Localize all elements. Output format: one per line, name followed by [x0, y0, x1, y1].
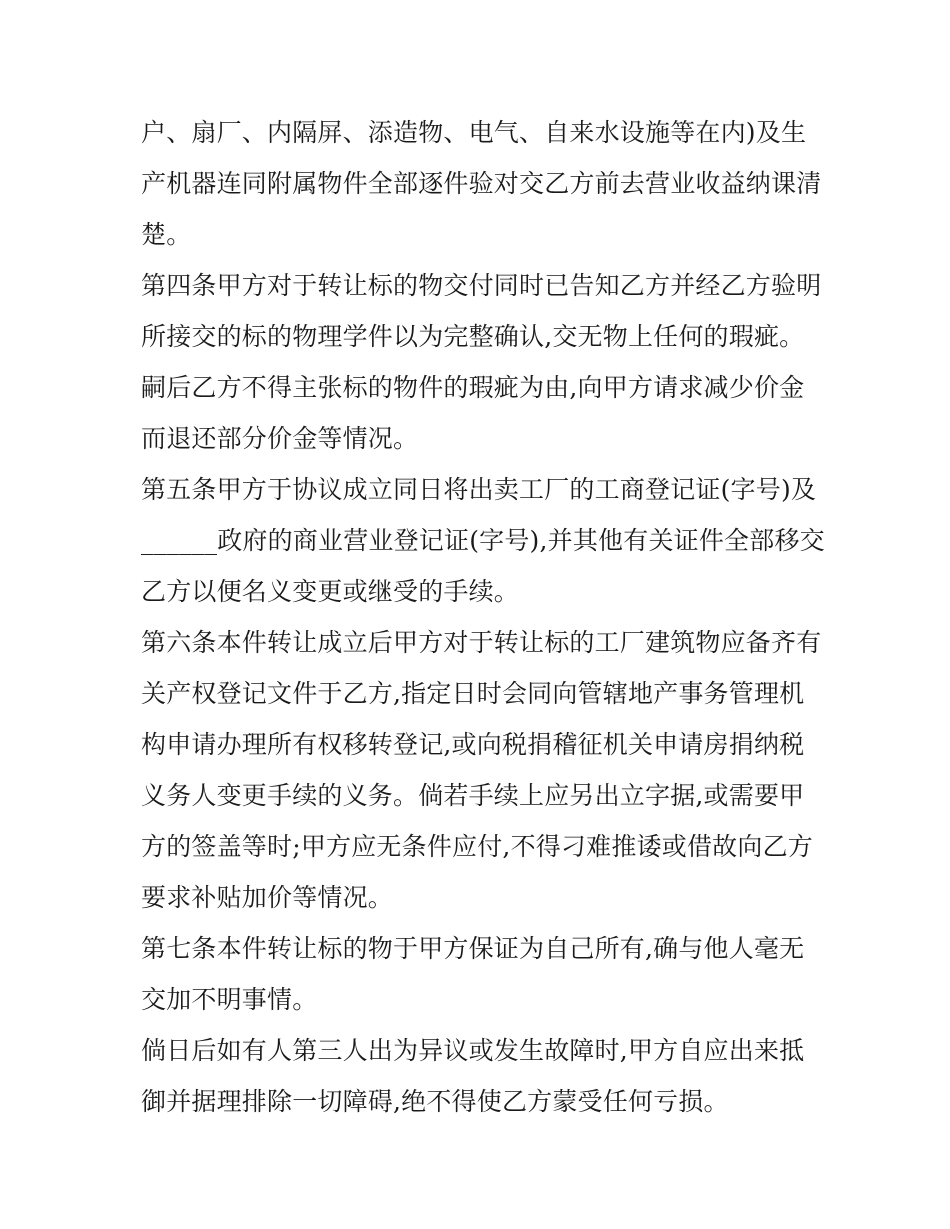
text-line: 关产权登记文件于乙方,指定日时会同向管辖地产事务管理机	[141, 679, 805, 708]
text-line: 所接交的标的物理学件以为完整确认,交无物上任何的瑕疵。	[141, 322, 805, 351]
text-line: 第五条甲方于协议成立同日将出卖工厂的工商登记证(字号)及	[141, 475, 817, 504]
text-line: 嗣后乙方不得主张标的物件的瑕疵为由,向甲方请求减少价金	[141, 373, 805, 402]
paragraph-article-6	[141, 617, 821, 923]
text-line: 方的签盖等时;甲方应无条件应付,不得刁难推诿或借故向乙方	[141, 832, 813, 861]
text-line: 倘日后如有人第三人出为异议或发生故障时,甲方自应出来抵	[141, 1036, 805, 1065]
text-line: 乙方以便名义变更或继受的手续。	[141, 577, 520, 606]
text-line: 要求补贴加价等情况。	[141, 883, 394, 912]
text-line: 第七条本件转让标的物于甲方保证为自己所有,确与他人毫无	[141, 934, 805, 963]
text-line: ______政府的商业营业登记证(字号),并其他有关证件全部移交	[141, 526, 825, 555]
paragraph-article-5	[141, 464, 825, 617]
text-line: 第四条甲方对于转让标的物交付同时已告知乙方并经乙方验明	[141, 271, 822, 300]
paragraph-article-4-continued	[141, 362, 821, 464]
paragraph-article-7-continued	[141, 1025, 821, 1127]
text-line: 户、扇厂、内隔屏、添造物、电气、自来水设施等在内)及生	[141, 118, 807, 147]
text-line: 第六条本件转让成立后甲方对于转让标的工厂建筑物应备齐有	[141, 628, 822, 657]
text-line: 义务人变更手续的义务。倘若手续上应另出立字据,或需要甲	[141, 781, 805, 810]
text-line: 产机器连同附属物件全部逐件验对交乙方前去营业收益纳课清	[141, 169, 822, 198]
paragraph-article-7	[141, 923, 821, 1025]
text-line: 交加不明事情。	[141, 985, 318, 1014]
paragraph-closing-fixtures	[141, 107, 821, 260]
text-line: 而退还部分价金等情况。	[141, 424, 419, 453]
contract-body	[141, 107, 825, 1127]
text-line: 构申请办理所有权移转登记,或向税捐稽征机关申请房捐纳税	[141, 730, 805, 759]
paragraph-article-4	[141, 260, 821, 362]
text-line: 御并据理排除一切障碍,绝不得使乙方蒙受任何亏损。	[141, 1087, 729, 1116]
text-line: 楚。	[141, 220, 192, 249]
